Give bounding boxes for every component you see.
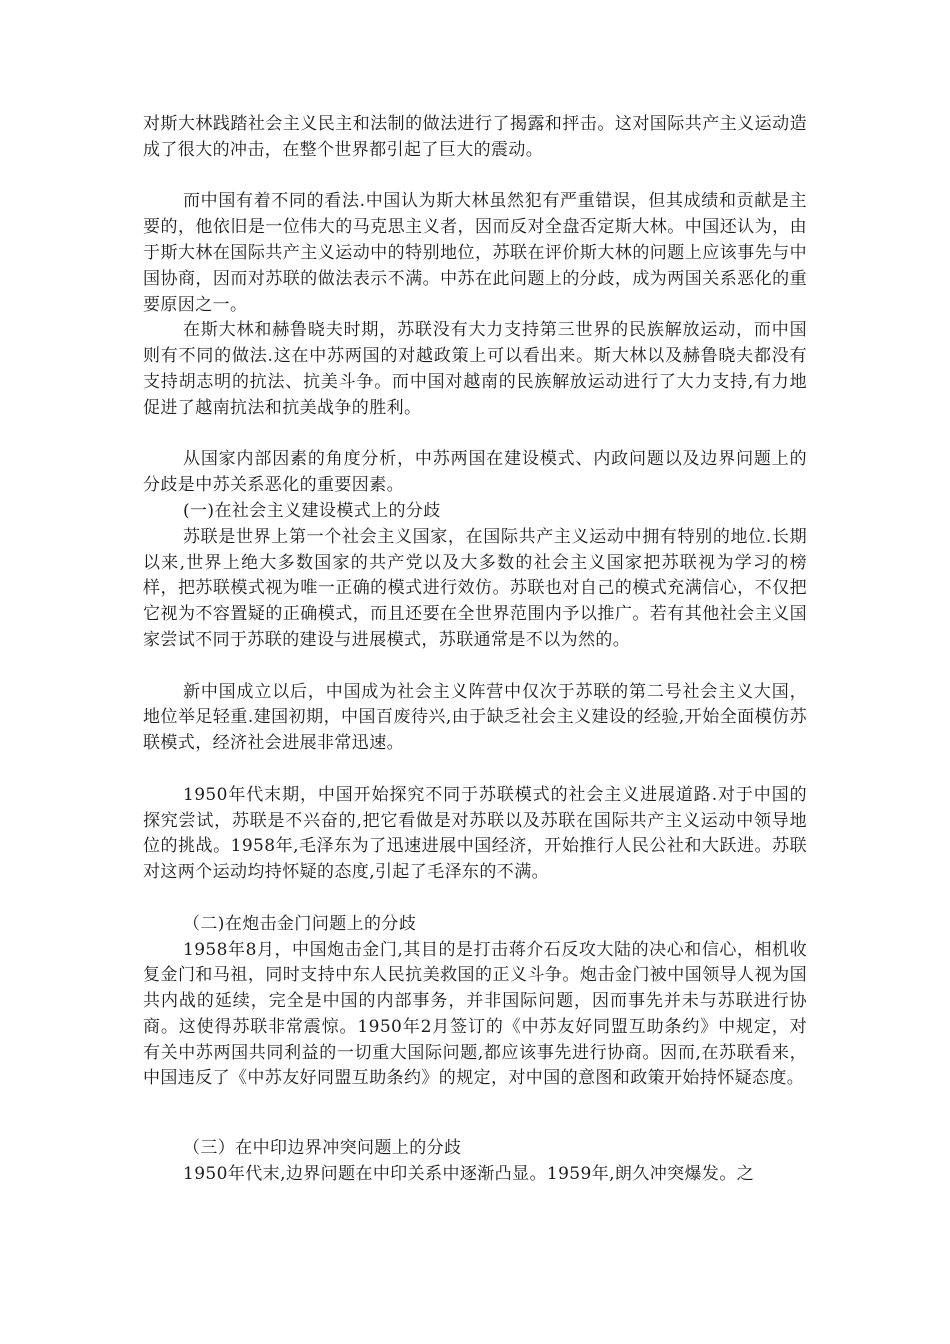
paragraph-kinmen-shelling: 1958年8月，中国炮击金门,其目的是打击蒋介石反攻大陆的决心和信心，相机收复金门和马祖，同时支持中东人民抗美救国的正义斗争。炮击金门被中国领导人视为国共内战的延续，完全是中国的内部事务，并非国际问题，因而事先并未与苏联进行协商。这使得苏联非常震惊。1950年2月签订的《中苏友好同盟互助条约》中规定，对有关中苏两国共同利益的一切重大国际问题,都应该事先进行协商。因而,在苏联看来，中国违反了《中苏友好同盟互助条约》的规定，对中国的意图和政策开始持怀疑态度。 xyxy=(143,939,807,1089)
paragraph-border-issue: 1950年代末,边界问题在中印关系中逐渐凸显。1959年,朗久冲突爆发。之 xyxy=(183,1164,755,1185)
section-heading-sino-indian: （三）在中印边界冲突问题上的分歧 xyxy=(183,1138,462,1159)
document-page xyxy=(143,112,807,1188)
paragraph-gap xyxy=(143,886,807,912)
section-heading-kinmen: （二)在炮击金门问题上的分歧 xyxy=(183,913,417,934)
paragraph-gap xyxy=(143,164,807,190)
paragraph-china-view: 而中国有着不同的看法.中国认为斯大林虽然犯有严重错误，但其成绩和贡献是主要的，他依旧是一位伟大的马克思主义者，因而反对全盘否定斯大林。中国还认为，由于斯大林在国际共产主义运动中的特别地位，苏联在评价斯大林的问题上应该事先与中国协商，因而对苏联的做法表示不满。中苏在此问题上的分歧，成为两国关系恶化的重要原因之一。 xyxy=(143,191,807,315)
section-heading-construction-model: (一)在社会主义建设模式上的分歧 xyxy=(183,500,441,521)
paragraph-stalin-criticism: 对斯大林践踏社会主义民主和法制的做法进行了揭露和抨击。这对国际共产主义运动造成了很大的冲击，在整个世界都引起了巨大的震动。 xyxy=(143,114,807,160)
paragraph-gap xyxy=(143,757,807,783)
paragraph-late-1950s: 1950年代末期，中国开始探究不同于苏联模式的社会主义进展道路.对于中国的探究尝试，苏联是不兴奋的,把它看做是对苏联以及苏联在国际共产主义运动中领导地位的挑战。1958年,毛泽东为了迅速进展中国经济，开始推行人民公社和大跃进。苏联对这两个运动均持怀疑的态度,引起了毛泽东的不满。 xyxy=(143,784,807,883)
paragraph-gap xyxy=(143,422,807,448)
paragraph-national-liberation: 在斯大林和赫鲁晓夫时期，苏联没有大力支持第三世界的民族解放运动，而中国则有不同的做法.这在中苏两国的对越政策上可以看出来。斯大林以及赫鲁晓夫都没有支持胡志明的抗法、抗美斗争。而中国对越南的民族解放运动进行了大力支持,有力地促进了越南抗法和抗美战争的胜利。 xyxy=(143,320,807,418)
paragraph-gap xyxy=(143,1092,807,1136)
paragraph-internal-factors: 从国家内部因素的角度分析，中苏两国在建设模式、内政问题以及边界问题上的分歧是中苏关系恶化的重要因素。 xyxy=(143,449,807,496)
paragraph-soviet-model: 苏联是世界上第一个社会主义国家，在国际共产主义运动中拥有特别的地位.长期以来,世界上绝大多数国家的共产党以及大多数的社会主义国家把苏联视为学习的榜样，把苏联模式视为唯一正确的模式进行效仿。苏联也对自己的模式充满信心，不仅把它视为不容置疑的正确模式，而且还要在全世界范围内予以推广。若有其他社会主义国家尝试不同于苏联的建设与进展模式，苏联通常是不以为然的。 xyxy=(143,526,807,650)
paragraph-gap xyxy=(143,654,807,680)
paragraph-new-china: 新中国成立以后，中国成为社会主义阵营中仅次于苏联的第二号社会主义大国，地位举足轻重.建国初期，中国百废待兴,由于缺乏社会主义建设的经验,开始全面模仿苏联模式，经济社会进展非常迅速。 xyxy=(143,681,807,754)
